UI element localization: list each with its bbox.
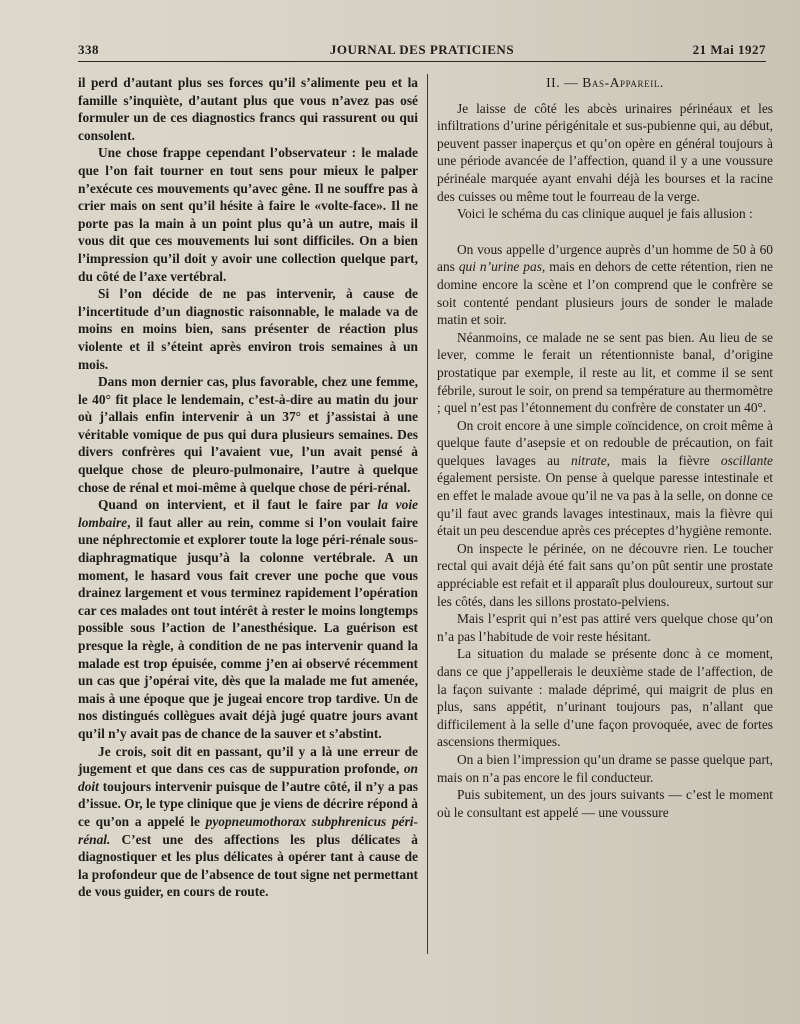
column-divider xyxy=(427,74,428,954)
right-paragraph-6: On inspecte le périnée, on ne découvre rien. Le toucher rectal qui avait déjà été fait sans qu’on pût sentir une prostate appréciable est refait et il apparaît plus douloureux, surtout sur les côtés, dans les sillons prostato-pelviens. xyxy=(437,540,773,609)
right-paragraph-10: Puis subitement, un des jours suivants — c’est le moment où le consultant est appelé — une voussure xyxy=(437,787,773,820)
emphasis-pyopneumothorax: pyopneumothorax subphrenicus péri-rénal. xyxy=(78,813,418,847)
emphasis-on-doit: on doit xyxy=(78,761,418,794)
emphasis-nitrate: nitrate, xyxy=(570,452,611,468)
emphasis-qui-nurine-pas: qui n’urine pas, xyxy=(458,259,546,275)
emphasis-voie-lombaire: la voie lombaire xyxy=(78,497,418,530)
left-paragraph-1: il perd d’autant plus ses forces qu’il s’alimente peu et la famille s’inquiète, d’autant plus que vous n’avez pas osé formuler un de ces diagnostics francs qui rassurent ou qui consolent. xyxy=(78,75,418,143)
right-paragraph-7: Mais l’esprit qui n’est pas attiré vers quelque chose qu’on n’a pas l’habitude de voir reste hésitant. xyxy=(437,611,773,644)
issue-date: 21 Mai 1927 xyxy=(692,42,766,57)
right-column xyxy=(437,74,773,994)
left-paragraph-6: Je crois, soit dit en passant, qu’il y a là une erreur de jugement et que dans ces cas de suppuration profonde, on doit toujours intervenir puisque de l’autre côté, il n’y a pas d’issue. Or, le type clinique que je viens de décrire répond à ce qu’on a appelé le pyopneumothorax subphrenicus péri-rénal. C’est une des affections les plus délicates à diagnostiquer et les plus délicates à opérer tant à cause de la profondeur que de l’absence de tout signe net permettant de vous guider, en cours de route. xyxy=(78,743,418,900)
right-paragraph-4: Néanmoins, ce malade ne se sent pas bien. Au lieu de se lever, comme le ferait un rétentionniste banal, d’origine prostatique par exemple, il reste au lit, et comme il se sent fébrile, surout le soir, on prend sa température au thermomètre ; quel n’est pas l’étonnement du confrère de constater un 40°. xyxy=(437,329,773,416)
left-paragraph-2: Une chose frappe cependant l’observateur : le malade que l’on fait tourner en tout sens pour mieux le palper n’exécute ces mouvements qu’avec gêne. Il ne souffre pas à crier mais on sent qu’il hésite à faire le «volte-face». Il ne porte pas la main à un point plus qu’à un autre, mais il vous dit que ces mouvements lui sont difficiles. On a bien l’impression qu’il doit y avoir une collection quelque part, du côté de l’axe vertébral. xyxy=(78,145,418,284)
right-paragraph-9: On a bien l’impression qu’un drame se passe quelque part, mais on n’a pas encore le fil conducteur. xyxy=(437,751,773,785)
right-paragraph-8: La situation du malade se présente donc à ce moment, dans ce que j’appellerais le deuxième stade de l’affection, de la façon suivante : malade déprimé, qui maigrit de plus en plus, sans appétit, n’urinant toujours pas, n’allant que difficilement à la selle d’une façon provoquée, avec de fortes ascensions thermiques. xyxy=(437,646,773,750)
left-paragraph-4: Dans mon dernier cas, plus favorable, chez une femme, le 40° fit place le lendemain, c’est-à-dire au matin du jour où j’allais enfin intervenir à un 37° et j’assistai à une véritable vomique de pus qui dura plusieurs semaines. Des divers confrères qui l’avaient vue, l’un avait pensé à quelque chose de pleuro-pulmonaire, l’autre à quelque chose de rénal et moi-même à quelque chose de péri-rénal. xyxy=(78,374,418,495)
right-paragraph-5: On croit encore à une simple coïncidence, on croit même à quelque faute d’asepsie et on redouble de précaution, on fait quelques lavages au nitrate, mais la fièvre oscillante également persiste. On pense à quelque paresse intestinale et en effet le malade avoue qu’il ne va pas à la selle, on donne ce qu’il faut avec grands lavages intestinaux, mais la fièvre qui était un peu descendue après ces préceptes d’hygiène remonte. xyxy=(437,417,773,539)
right-paragraph-1: Je laisse de côté les abcès urinaires périnéaux et les infiltrations d’urine périgénitale et sus-pubienne qui, au début, peuvent passer inaperçus et qu’on opère en général toujours à une période avancée de l’affection, quand il y a une voussure périnéale marquée ayant envahi déjà les bourses et la racine des cuisses ou même tout le fourreau de la verge. xyxy=(437,100,773,204)
emphasis-oscillante: oscillante xyxy=(720,452,773,468)
right-paragraph-3: On vous appelle d’urgence auprès d’un homme de 50 à 60 ans qui n’urine pas, mais en dehors de cette rétention, rien ne domine encore la scène et l’on comprend que le confrère se soit contenté pendant plusieurs jours de sonder le malade matin et soir. xyxy=(437,241,773,328)
journal-title: JOURNAL DES PRATICIENS xyxy=(329,42,515,57)
page-number: 338 xyxy=(78,42,99,57)
left-column xyxy=(78,74,418,994)
right-paragraph-2: Voici le schéma du cas clinique auquel je fais allusion : xyxy=(457,206,753,222)
left-paragraph-5: Quand on intervient, et il faut le faire par la voie lombaire, il faut aller au rein, comme si l’on voulait faire une néphrectomie et explorer toute la loge péri-rénale sous-diaphragmatique jusqu’à la colonne vertébrale. A un moment, le hasard vous fait crever une poche que vous drainez largement et vous terminez rapidement l’opération car ces malades ont tout intérêt à rester le moins longtemps possible sous l’action de l’anesthésique. La guérison est presque la règle, à condition de ne pas intervenir quand la malade est trop épuisée, comme j’en ai observé récemment un cas que j’opérai vite, dès que la malade me fut amenée, mais à une époque que je jugeai encore trop tardive. Un de nos distingués collègues avait déjà jugé quatre jours avant qu’il n’y avait pas de chance de la sauver et s’abstint. xyxy=(78,497,418,741)
section-heading: II. — Bas-Appareil. xyxy=(546,75,664,90)
running-header xyxy=(78,36,766,62)
left-paragraph-3: Si l’on décide de ne pas intervenir, à cause de l’incertitude d’un diagnostic raisonnable, le malade va de moins en moins bien, sans présenter de réaction plus violente et il s’éteint après environ trois semaines à un mois. xyxy=(78,286,418,372)
